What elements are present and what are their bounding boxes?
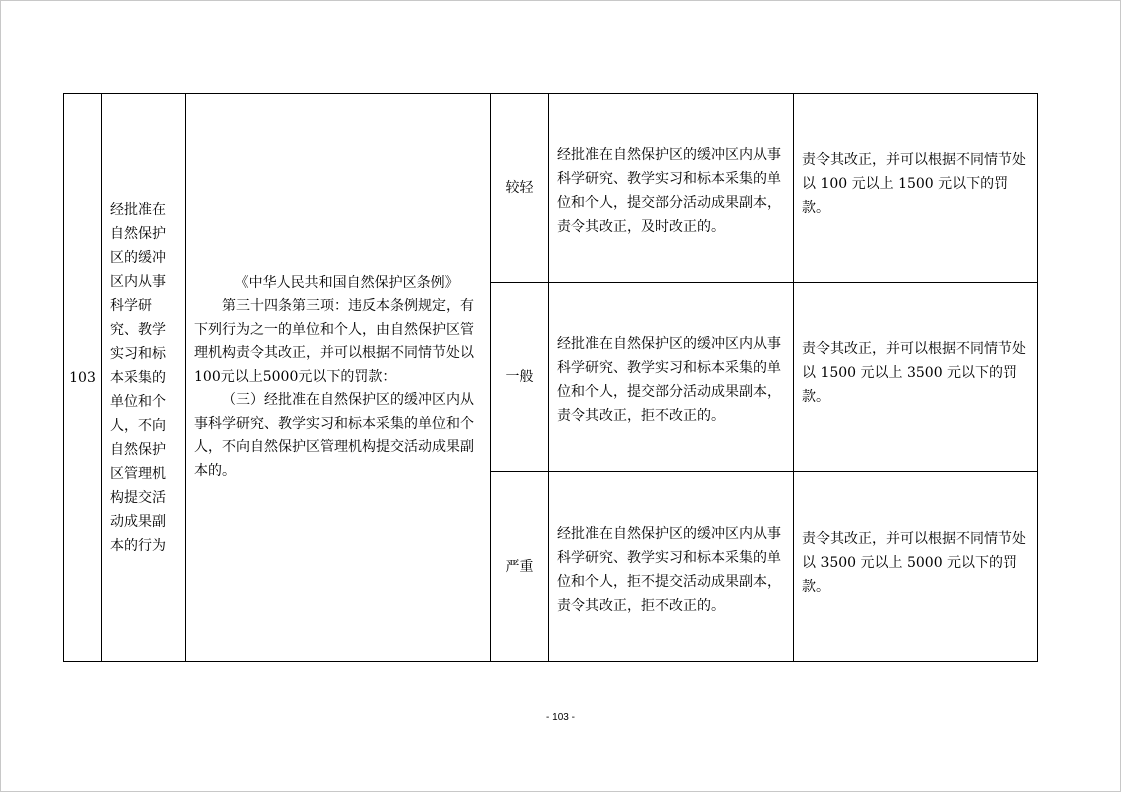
penalty-standard [794,94,1038,283]
legal-basis [186,94,491,662]
severity-level-serious: 严重 [491,472,549,662]
circumstance-description [549,283,794,472]
circumstance-description [549,94,794,283]
penalty-standard [794,472,1038,662]
legal-basis-clause: （三）经批准在自然保护区的缓冲区内从事科学研究、教学实习和标本采集的单位和个人，不向自然保护区管理机构提交活动成果副本的。 [194,392,474,479]
item-number: 103 [64,94,102,662]
penalty-standard-table [63,93,1038,662]
circumstance-text: 经批准在自然保护区的缓冲区内从事科学研究、教学实习和标本采集的单位和个人，提交部分活动成果副本，责令其改正，及时改正的。 [557,147,781,235]
severity-level-general: 一般 [491,283,549,472]
penalty-standard-text: 责令其改正，并可以根据不同情节处以 1500 元以上 3500 元以下的罚款。 [802,341,1026,405]
circumstance-description [549,472,794,662]
circumstance-text: 经批准在自然保护区的缓冲区内从事科学研究、教学实习和标本采集的单位和个人，提交部分活动成果副本，责令其改正，拒不改正的。 [557,336,781,424]
severity-level-minor: 较轻 [491,94,549,283]
penalty-standard-text: 责令其改正，并可以根据不同情节处以 3500 元以上 5000 元以下的罚款。 [802,530,1026,595]
violation-behavior: 经批准在自然保护区的缓冲区内从事科学研究、教学实习和标本采集的单位和个人，不向自然保护区管理机构提交活动成果副本的行为 [102,94,186,662]
penalty-standard [794,283,1038,472]
circumstance-text: 经批准在自然保护区的缓冲区内从事科学研究、教学实习和标本采集的单位和个人，拒不提交活动成果副本，责令其改正，拒不改正的。 [557,525,781,614]
legal-basis-title: 《中华人民共和国自然保护区条例》 [234,274,459,291]
table-row [64,94,1038,283]
page-number: - 103 - [546,712,575,723]
penalty-standard-text: 责令其改正，并可以根据不同情节处以 100 元以上 1500 元以下的罚款。 [802,152,1026,216]
legal-basis-article: 第三十四条第三项：违反本条例规定，有下列行为之一的单位和个人，由自然保护区管理机构责令其改正，并可以根据不同情节处以100元以上5000元以下的罚款： [194,298,474,385]
